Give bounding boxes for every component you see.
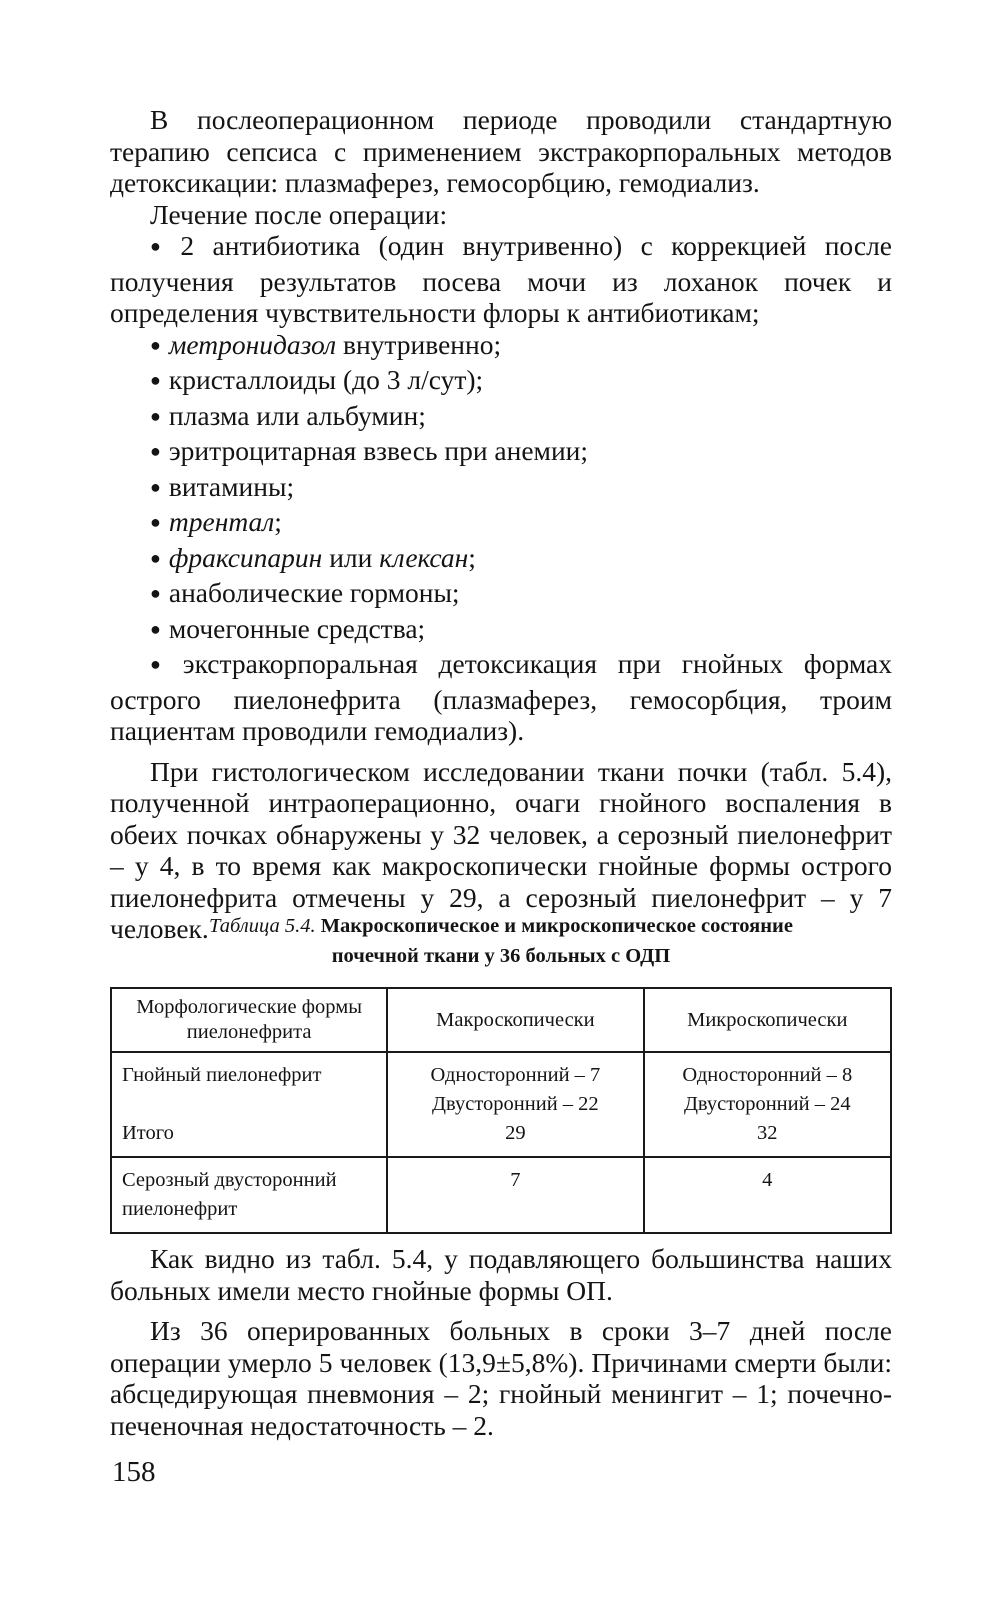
header-microscopic: Микроскопически xyxy=(644,988,891,1052)
table-caption xyxy=(110,911,892,971)
morphology-table xyxy=(110,987,892,1234)
header-morphological-forms: Морфологические формы пиелонефрита xyxy=(111,988,387,1052)
body-text-bottom xyxy=(110,1243,892,1441)
table-row xyxy=(111,1157,891,1233)
list-item: ● метронидазол внутривенно; xyxy=(110,329,892,365)
drug-name: клексан xyxy=(379,541,469,573)
header-macroscopic: Макроскопически xyxy=(387,988,643,1052)
paragraph-histology: При гистологическом исследовании ткани почки (табл. 5.4), полученной интраоперационно, очаги гнойного воспаления в обеих почках обнаружены у 32 человек, а серозный пиелонефрит – у 4, в то время как макроскопически гнойные формы острого пиелонефрита отмечены у 29, а серозный пиелонефрит – у 7 человек. xyxy=(110,755,892,944)
cell-form: Серозный двусторонний пиелонефрит xyxy=(111,1157,387,1233)
list-item: ● мочегонные средства; xyxy=(110,613,892,649)
list-item: ● экстракорпоральная детоксикация при гнойных формах острого пиелонефрита (плазмаферез, гемосорбция, троим пациентам проводили гемодиализ). xyxy=(110,648,892,747)
table-header-row xyxy=(111,988,891,1052)
cell-macroscopic: 7 xyxy=(387,1157,643,1233)
list-item: ● анаболические гормоны; xyxy=(110,577,892,613)
drug-name: фраксипарин xyxy=(168,541,323,573)
drug-name: трентал xyxy=(168,506,275,537)
body-text-top xyxy=(110,104,892,945)
paragraph-treatment-intro: Лечение после операции: xyxy=(150,198,448,230)
paragraph-mortality: Из 36 оперированных больных в сроки 3–7 дней после операции умерло 5 человек (13,9±5,8%). Причинами смерти были: абсцедирующая пневмония – 2; гнойный менингит – 1; почечно-печеночная недостаточность – 2. xyxy=(110,1315,892,1441)
list-item: ● плазма или альбумин; xyxy=(110,400,892,436)
list-item: ● фраксипарин или клексан; xyxy=(110,542,892,578)
cell-form: Гнойный пиелонефрит Итого xyxy=(111,1052,387,1157)
list-item: ● витамины; xyxy=(110,471,892,507)
list-item: ● эритроцитарная взвесь при анемии; xyxy=(110,435,892,471)
treatment-list xyxy=(110,230,892,747)
cell-microscopic: Односторонний – 8 Двусторонний – 24 32 xyxy=(644,1052,891,1157)
table-caption-title-line1: Макроскопическое и микроскопическое состояние xyxy=(315,915,793,937)
paragraph-postoperative-therapy: В послеоперационном периоде проводили стандартную терапию сепсиса с применением экстракорпоральных методов детоксикации: плазмаферез, гемосорбцию, гемодиализ. xyxy=(110,104,892,198)
cell-macroscopic: Односторонний – 7 Двусторонний – 22 29 xyxy=(387,1052,643,1157)
table-caption-label: Таблица 5.4. xyxy=(209,915,316,937)
page-number: 158 xyxy=(112,1456,156,1488)
drug-name: метронидазол xyxy=(168,328,337,360)
list-item: ● кристаллоиды (до 3 л/сут); xyxy=(110,364,892,400)
list-item: ● трентал; xyxy=(110,506,892,542)
paragraph-conclusion: Как видно из табл. 5.4, у подавляющего большинства наших больных имели место гнойные формы ОП. xyxy=(110,1243,892,1306)
list-item: ● 2 антибиотика (один внутривенно) с коррекцией после получения результатов посева мочи из лоханок почек и определения чувствительности флоры к антибиотикам; xyxy=(110,230,892,329)
table-row xyxy=(111,1052,891,1157)
cell-microscopic: 4 xyxy=(644,1157,891,1233)
table-caption-title-line2: почечной ткани у 36 больных с ОДП xyxy=(331,945,671,967)
